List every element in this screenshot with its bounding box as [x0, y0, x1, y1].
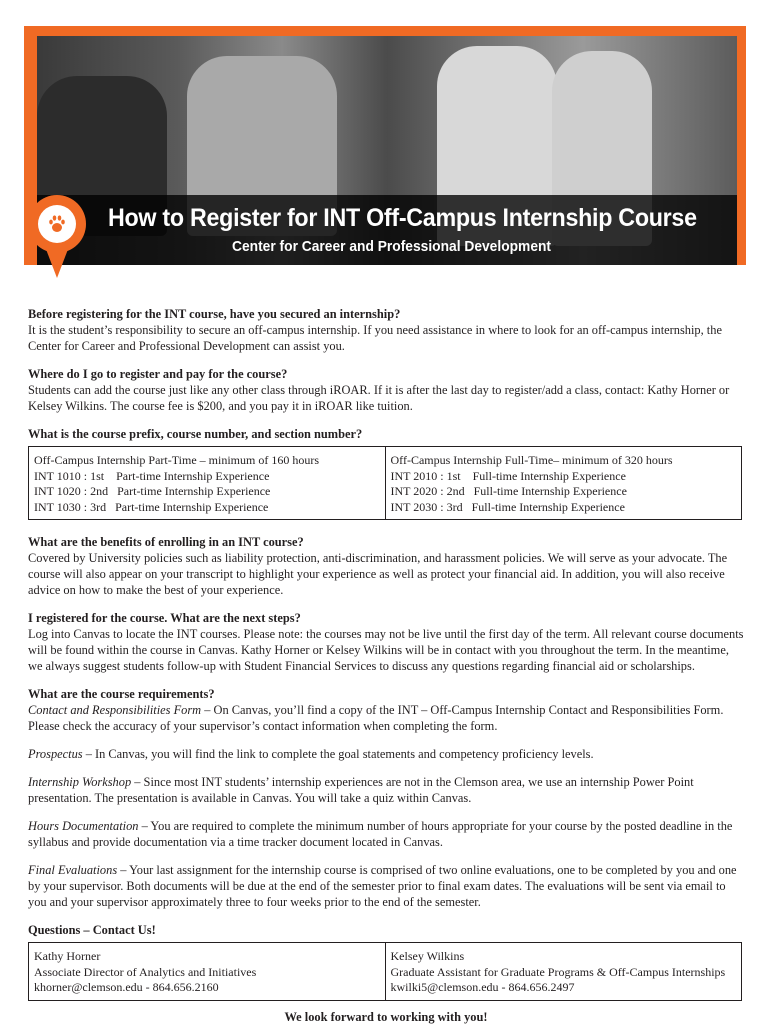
course-line: INT 2010 : 1st Full-time Internship Experience: [390, 468, 626, 483]
course-line: Off-Campus Internship Part-Time – minimum of 160 hours: [34, 453, 319, 467]
course-line: Off-Campus Internship Full-Time– minimum of 320 hours: [390, 453, 673, 467]
requirement-workshop: [28, 774, 744, 806]
answer-secured-internship: It is the student’s responsibility to secure an off-campus internship. If you need assistance in where to look for an off-campus internship, the Center for Career and Professional Development can assist you.: [28, 323, 722, 353]
part-time-courses: [29, 447, 386, 520]
requirement-label: Final Evaluations: [28, 863, 118, 877]
contacts-table: [28, 942, 742, 1001]
requirement-hours: [28, 818, 744, 850]
contact-title: Graduate Assistant for Graduate Programs & Off-Campus Internships: [390, 964, 726, 979]
requirement-prospectus: [28, 746, 744, 762]
course-line: INT 2030 : 3rd Full-time Internship Experience: [390, 499, 625, 514]
page-title: How to Register for INT Off-Campus Internship Course: [108, 204, 697, 232]
answer-register-pay: Students can add the course just like any other class through iROAR. If it is after the last day to register/add a class, contact: Kathy Horner or Kelsey Wilkins. The course fee is $200, and you pay it in iROAR like tuition.: [28, 383, 730, 413]
document-body: [28, 306, 744, 1025]
course-table: [28, 446, 742, 520]
answer-benefits: Covered by University policies such as liability protection, anti-discrimination, and harassment policies. We will serve as your advocate. The course will also appear on your transcript to highlight your experience as well as protect your financial aid. In addition, you will also receive advice on how to make the best of your experience.: [28, 551, 728, 597]
question-course-numbers: What is the course prefix, course number, and section number?: [28, 427, 363, 441]
contact-name: Kathy Horner: [34, 949, 101, 963]
contact-email-phone: khorner@clemson.edu - 864.656.2160: [34, 980, 219, 994]
answer-next-steps: Log into Canvas to locate the INT courses. Please note: the courses may not be live until the first day of the term. All relevant course documents will be found within the course in Canvas. Kathy Horner or Kelsey Wilkins will be in contact with you throughout the term. In the meantime, we always suggest students follow-up with Student Financial Services to discuss any questions regarding financial aid or scholarships.: [28, 627, 744, 673]
question-requirements: What are the course requirements?: [28, 687, 215, 701]
contact-name: Kelsey Wilkins: [390, 949, 465, 963]
contact-email-phone: kwilki5@clemson.edu - 864.656.2497: [390, 980, 575, 994]
requirement-label: Contact and Responsibilities Form: [28, 703, 202, 717]
course-line: INT 1010 : 1st Part-time Internship Experience: [34, 468, 270, 483]
closing-line: We look forward to working with you!: [284, 1009, 488, 1024]
requirement-text: – In Canvas, you will find the link to complete the goal statements and competency proficiency levels.: [82, 747, 594, 761]
page-subtitle: Center for Career and Professional Development: [232, 238, 552, 255]
question-register-pay: Where do I go to register and pay for the course?: [28, 367, 288, 381]
requirement-label: Internship Workshop: [28, 775, 132, 789]
course-line: INT 1020 : 2nd Part-time Internship Experience: [34, 484, 271, 498]
requirement-text: – Since most INT students’ internship experiences are not in the Clemson area, we use an internship Power Point presentation. The presentation is available in Canvas. You will take a quiz within Canvas.: [28, 775, 694, 805]
contact-kelsey: [385, 943, 742, 1001]
contact-title: Associate Director of Analytics and Initiatives: [34, 964, 257, 979]
requirement-label: Hours Documentation: [28, 819, 139, 833]
requirement-contact-form: [28, 702, 744, 734]
requirement-text: – On Canvas, you’ll find a copy of the INT – Off-Campus Internship Contact and Responsibilities Form. Please check the accuracy of your supervisor’s contact information when completing the form.: [28, 703, 724, 733]
question-benefits: What are the benefits of enrolling in an INT course?: [28, 535, 304, 549]
full-time-courses: [385, 447, 742, 520]
requirement-text: – You are required to complete the minimum number of hours appropriate for your course by the posted deadline in the syllabus and provide documentation via a time tracker document located in Canvas.: [28, 819, 733, 849]
question-secured-internship: Before registering for the INT course, have you secured an internship?: [28, 307, 401, 321]
requirement-evaluations: [28, 862, 744, 910]
question-contact-us: Questions – Contact Us!: [28, 923, 156, 937]
course-line: INT 2020 : 2nd Full-time Internship Experience: [390, 484, 627, 498]
course-line: INT 1030 : 3rd Part-time Internship Experience: [34, 499, 269, 514]
contact-kathy: [29, 943, 386, 1001]
requirement-text: – Your last assignment for the internship course is comprised of two online evaluations, one to be completed by you and one by your supervisor. Both documents will be due at the end of the semester prior to final exam dates. The evaluations will be sent via email to you and your supervisor approximately three to four weeks prior to the end of the semester.: [28, 863, 737, 909]
paw-icon: [48, 214, 66, 234]
question-next-steps: I registered for the course. What are the next steps?: [28, 611, 301, 625]
requirement-label: Prospectus: [28, 747, 83, 761]
